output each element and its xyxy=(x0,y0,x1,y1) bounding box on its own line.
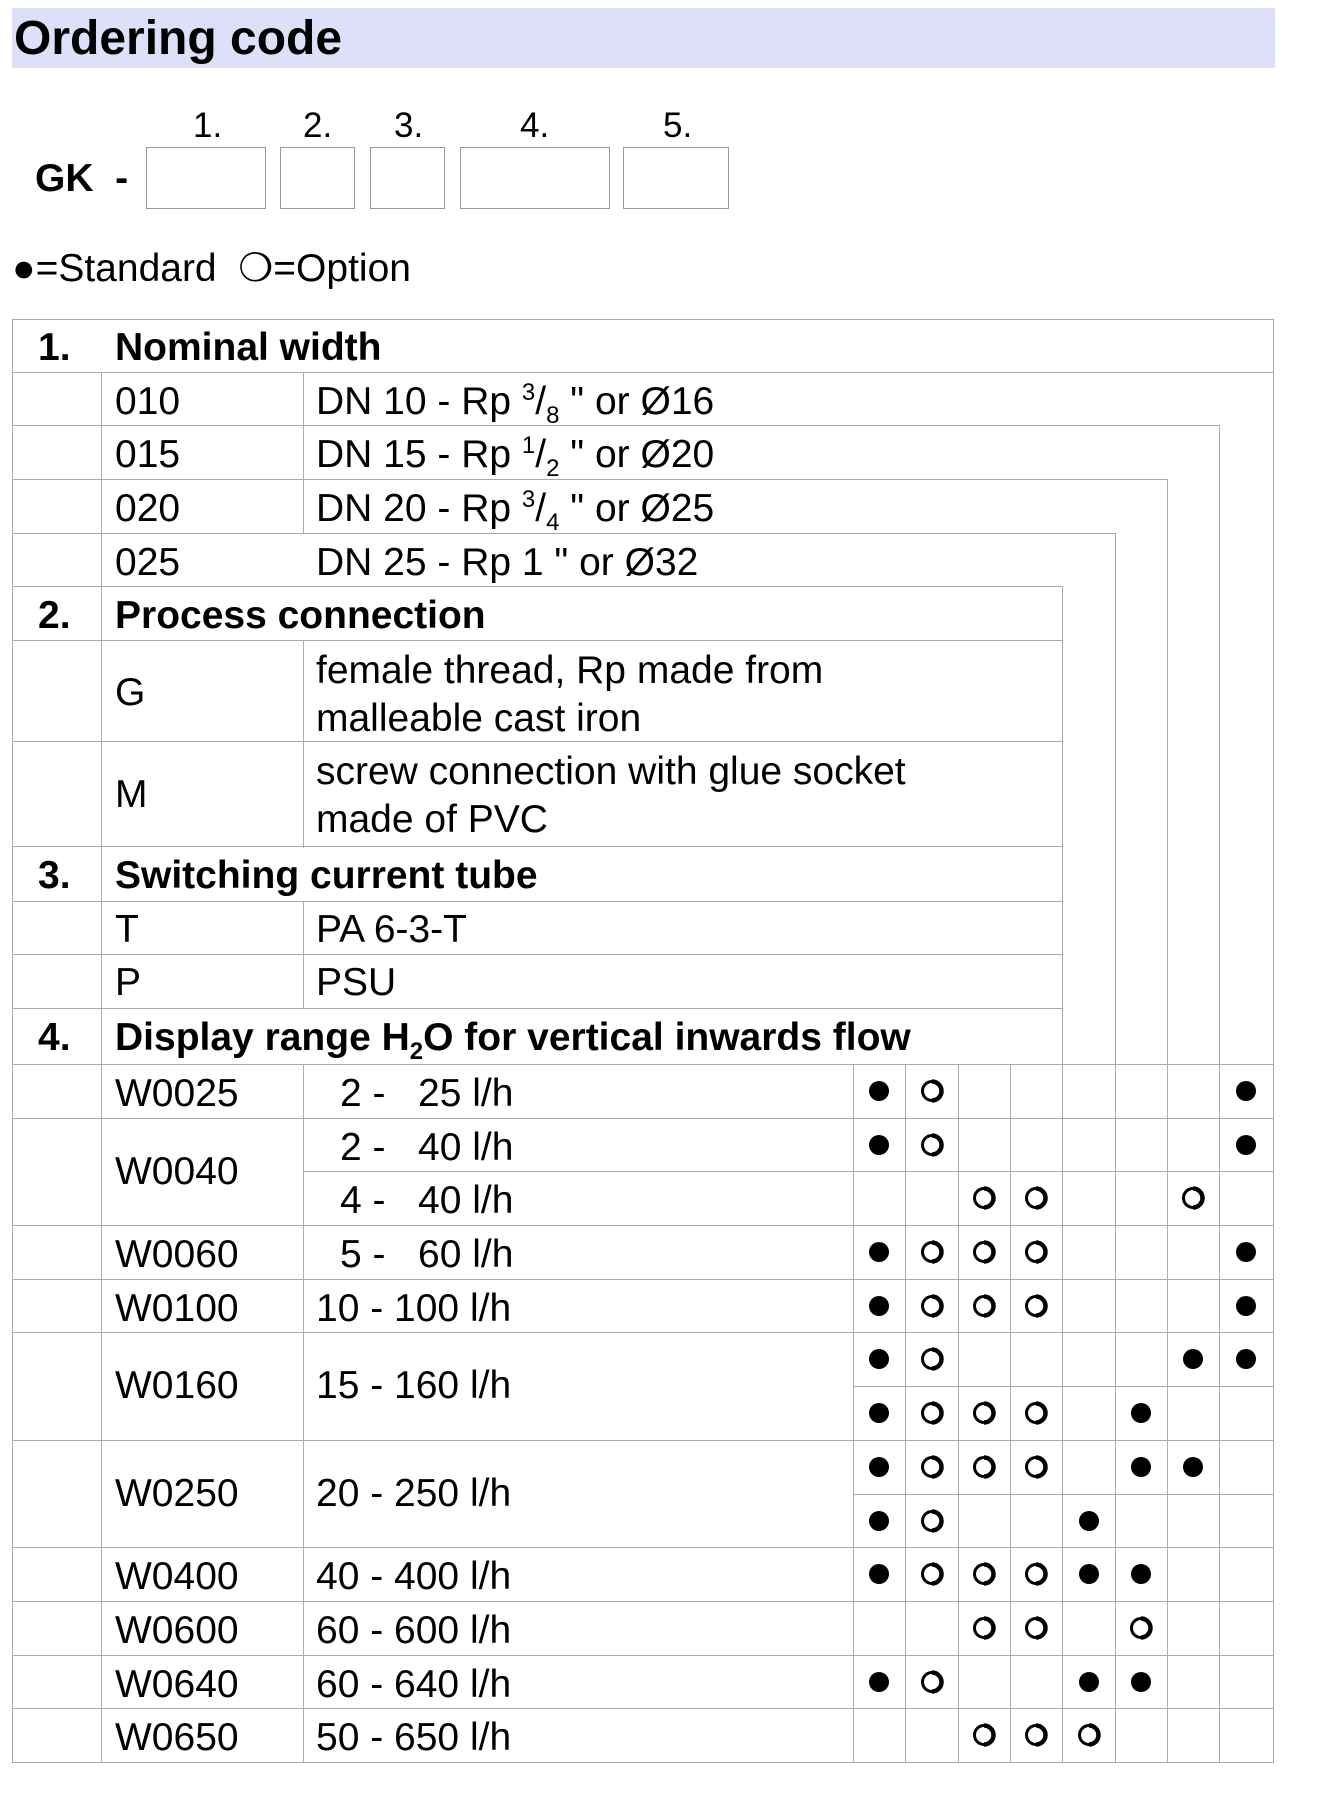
dn-text: DN 15 - Rp xyxy=(316,433,522,476)
legend xyxy=(12,246,411,292)
fraction-denominator: 2 xyxy=(546,454,560,482)
option-circle-icon xyxy=(920,1240,944,1264)
page-title: Ordering code xyxy=(14,12,343,65)
standard-dot-icon xyxy=(867,1079,891,1103)
title-subscript: 2 xyxy=(409,1037,424,1065)
display-range-value: 5 - 60 l/h xyxy=(340,1233,514,1276)
option-circle-icon xyxy=(1024,1186,1048,1210)
section-number-4: 4. xyxy=(38,1016,71,1059)
standard-symbol: ● xyxy=(12,247,36,290)
nominal-width-code: 020 xyxy=(115,487,181,530)
fraction-slash: / xyxy=(535,380,547,423)
option-circle-icon xyxy=(920,1347,944,1371)
standard-dot-icon xyxy=(1234,1347,1258,1371)
section-number-1: 1. xyxy=(38,326,71,369)
display-range-value: 60 - 600 l/h xyxy=(316,1609,512,1652)
process-connection-desc-line2: made of PVC xyxy=(316,798,548,841)
option-circle-icon xyxy=(1077,1723,1101,1747)
section-title-process-connection: Process connection xyxy=(115,594,486,637)
switching-tube-code: T xyxy=(115,908,139,951)
dn-rest: " or Ø16 xyxy=(559,380,715,423)
dn-text: DN 10 - Rp xyxy=(316,380,522,423)
standard-dot-icon xyxy=(867,1509,891,1533)
fraction-slash: / xyxy=(535,487,547,530)
standard-dot-icon xyxy=(1129,1562,1153,1586)
order-code-prefix xyxy=(35,156,128,202)
section-title-switching-tube: Switching current tube xyxy=(115,854,538,897)
code-box-1[interactable] xyxy=(146,147,266,209)
process-connection-desc-line1: screw connection with glue socket xyxy=(316,750,906,793)
standard-dot-icon xyxy=(867,1401,891,1425)
standard-dot-icon xyxy=(1129,1401,1153,1425)
code-box-2[interactable] xyxy=(280,147,355,209)
dn-rest: " or Ø20 xyxy=(559,433,715,476)
code-box-3[interactable] xyxy=(370,147,445,209)
dn-rest: " or Ø25 xyxy=(559,487,715,530)
option-circle-icon xyxy=(920,1509,944,1533)
title-post: O for vertical inwards flow xyxy=(423,1016,911,1059)
display-range-code: W0640 xyxy=(115,1663,239,1706)
display-range-value: 50 - 650 l/h xyxy=(316,1716,512,1759)
nominal-width-code: 015 xyxy=(115,433,181,476)
standard-dot-icon xyxy=(867,1294,891,1318)
prefix-text: GK xyxy=(35,157,94,200)
fraction-numerator: 3 xyxy=(521,486,536,513)
display-range-value: 2 - 25 l/h xyxy=(340,1072,514,1115)
standard-label: =Standard xyxy=(35,247,217,290)
position-label-3: 3. xyxy=(394,106,424,145)
option-circle-icon xyxy=(972,1240,996,1264)
display-range-value: 10 - 100 l/h xyxy=(316,1287,512,1330)
standard-dot-icon xyxy=(1129,1670,1153,1694)
option-circle-icon xyxy=(972,1562,996,1586)
switching-tube-code: P xyxy=(115,961,142,1004)
process-connection-desc-line1: female thread, Rp made from xyxy=(316,649,824,692)
display-range-value: 2 - 40 l/h xyxy=(340,1126,514,1169)
display-range-code: W0250 xyxy=(115,1472,239,1515)
standard-dot-icon xyxy=(1234,1133,1258,1157)
title-pre: Display range H xyxy=(115,1016,410,1059)
process-connection-desc-line2: malleable cast iron xyxy=(316,697,642,740)
standard-dot-icon xyxy=(1077,1670,1101,1694)
standard-dot-icon xyxy=(1234,1294,1258,1318)
option-circle-icon xyxy=(972,1186,996,1210)
display-range-code: W0400 xyxy=(115,1555,239,1598)
standard-dot-icon xyxy=(1129,1455,1153,1479)
fraction-numerator: 1 xyxy=(521,432,536,459)
nominal-width-desc xyxy=(316,486,715,536)
standard-dot-icon xyxy=(867,1670,891,1694)
nominal-width-code: 025 xyxy=(115,541,181,584)
code-box-5[interactable] xyxy=(623,147,729,209)
option-circle-icon xyxy=(1129,1616,1153,1640)
fraction-numerator: 3 xyxy=(521,379,536,406)
option-circle-icon xyxy=(1024,1294,1048,1318)
display-range-code: W0025 xyxy=(115,1072,239,1115)
position-label-1: 1. xyxy=(193,106,223,145)
option-circle-icon xyxy=(920,1670,944,1694)
option-circle-icon xyxy=(920,1455,944,1479)
standard-dot-icon xyxy=(867,1240,891,1264)
position-label-4: 4. xyxy=(520,106,550,145)
option-circle-icon xyxy=(1024,1401,1048,1425)
option-circle-icon xyxy=(1024,1562,1048,1586)
option-circle-icon xyxy=(1024,1455,1048,1479)
nominal-width-code: 010 xyxy=(115,380,181,423)
switching-tube-desc: PA 6-3-T xyxy=(316,908,467,951)
standard-dot-icon xyxy=(867,1133,891,1157)
option-label: =Option xyxy=(273,247,411,290)
dn-text: DN 20 - Rp xyxy=(316,487,522,530)
display-range-code: W0160 xyxy=(115,1364,239,1407)
display-range-code: W0100 xyxy=(115,1287,239,1330)
standard-dot-icon xyxy=(1181,1455,1205,1479)
section-title-nominal-width: Nominal width xyxy=(115,326,382,369)
section-number-2: 2. xyxy=(38,594,71,637)
nominal-width-desc xyxy=(316,432,715,482)
position-label-5: 5. xyxy=(663,106,693,145)
option-circle-icon xyxy=(972,1401,996,1425)
option-circle-icon xyxy=(920,1401,944,1425)
standard-dot-icon xyxy=(867,1562,891,1586)
process-connection-code: G xyxy=(115,671,146,714)
option-symbol: ❍ xyxy=(238,247,274,290)
option-circle-icon xyxy=(972,1294,996,1318)
process-connection-code: M xyxy=(115,773,148,816)
option-circle-icon xyxy=(920,1294,944,1318)
option-circle-icon xyxy=(1024,1240,1048,1264)
standard-dot-icon xyxy=(1181,1347,1205,1371)
standard-dot-icon xyxy=(1234,1079,1258,1103)
prefix-dash: - xyxy=(115,157,129,200)
display-range-value: 15 - 160 l/h xyxy=(316,1364,512,1407)
option-circle-icon xyxy=(1024,1723,1048,1747)
option-circle-icon xyxy=(972,1455,996,1479)
display-range-code: W0650 xyxy=(115,1716,239,1759)
standard-dot-icon xyxy=(867,1347,891,1371)
display-range-code: W0040 xyxy=(115,1150,239,1193)
display-range-value: 20 - 250 l/h xyxy=(316,1472,512,1515)
position-label-2: 2. xyxy=(303,106,333,145)
fraction-denominator: 4 xyxy=(546,508,560,536)
standard-dot-icon xyxy=(1077,1509,1101,1533)
nominal-width-desc xyxy=(316,379,715,429)
option-circle-icon xyxy=(920,1562,944,1586)
option-circle-icon xyxy=(972,1723,996,1747)
nominal-width-desc: DN 25 - Rp 1 " or Ø32 xyxy=(316,541,699,584)
option-circle-icon xyxy=(920,1079,944,1103)
section-title-display-range xyxy=(115,1016,911,1065)
display-range-code: W0600 xyxy=(115,1609,239,1652)
fraction-denominator: 8 xyxy=(546,401,560,429)
switching-tube-desc: PSU xyxy=(316,961,397,1004)
section-number-3: 3. xyxy=(38,854,71,897)
standard-dot-icon xyxy=(1077,1562,1101,1586)
standard-dot-icon xyxy=(1234,1240,1258,1264)
display-range-value: 4 - 40 l/h xyxy=(340,1179,514,1222)
fraction-slash: / xyxy=(535,433,547,476)
option-circle-icon xyxy=(972,1616,996,1640)
standard-dot-icon xyxy=(867,1455,891,1479)
option-circle-icon xyxy=(1024,1616,1048,1640)
display-range-code: W0060 xyxy=(115,1233,239,1276)
code-box-4[interactable] xyxy=(460,147,610,209)
option-circle-icon xyxy=(920,1133,944,1157)
display-range-value: 60 - 640 l/h xyxy=(316,1663,512,1706)
display-range-value: 40 - 400 l/h xyxy=(316,1555,512,1598)
option-circle-icon xyxy=(1181,1186,1205,1210)
